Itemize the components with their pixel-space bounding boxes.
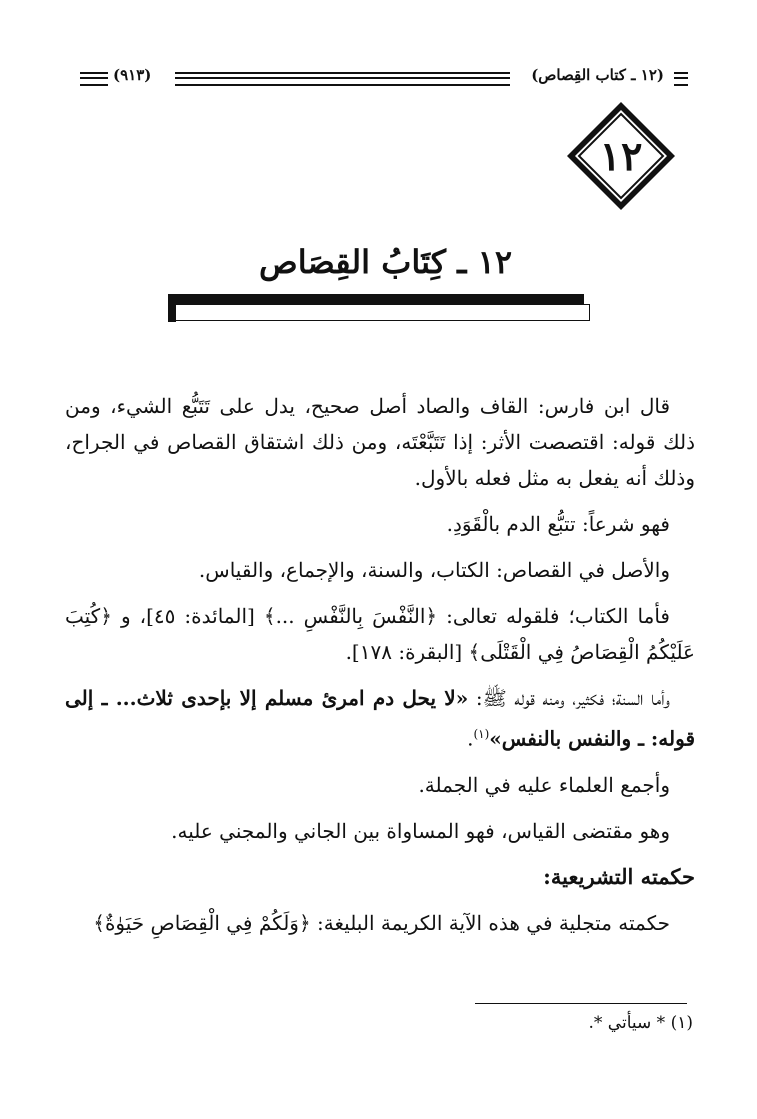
header-rule (175, 72, 510, 86)
text-run: . (467, 726, 474, 751)
paragraph-sharia-definition: فهو شرعاً: تتبُّع الدم بالْقَوَدِ. (446, 512, 670, 536)
quran-verse: ﴿كُتِبَ عَلَيْكُمُ الْقِصَاصُ فِي الْقَتْلَى﴾ (65, 604, 695, 664)
text-run: [المائدة: ٤٥]، و (111, 604, 264, 628)
paragraph-definition: قال ابن فارس: القاف والصاد أصل صحيح، يدل على تَتَبُّع الشيء، ومن ذلك قوله: اقتصصت الأثر: إذا تَتَبَّعْتَه، ومن ذلك اشتقاق القصاص في الجراح، وذلك أنه يفعل به مثل فعله بالأول. (65, 394, 695, 490)
footnote-marker: (١) (670, 1013, 693, 1033)
running-header (80, 66, 688, 90)
paragraph-sources: والأصل في القصاص: الكتاب، والسنة، والإجماع، والقياس. (198, 558, 670, 582)
title-underline-frame (175, 304, 590, 321)
paragraph-consensus: وأجمع العلماء عليه في الجملة. (418, 772, 670, 797)
page-number: (٩١٣) (113, 66, 152, 84)
hadith-quote: «لا يحل دم امرئ مسلم إلا بإحدى ثلاث... ـ إلى قوله: ـ والنفس بالنفس» (65, 686, 695, 751)
paragraph-quran-evidence (65, 598, 695, 670)
running-title: (١٢ ـ كتاب القِصاص) (531, 66, 664, 84)
paragraph-analogy: وهو مقتضى القياس، فهو المساواة بين الجاني والمجني عليه. (171, 818, 670, 843)
header-ornament-left (80, 72, 108, 86)
paragraph-wisdom (65, 905, 695, 941)
body-text (65, 388, 695, 951)
paragraph-sunnah-evidence (65, 680, 695, 757)
text-run: [البقرة: ١٧٨]. (345, 640, 469, 664)
footnote-separator (475, 1003, 687, 1004)
section-heading: حكمته التشريعية: (543, 863, 695, 889)
footnote-reference: (١) (473, 727, 490, 741)
chapter-number: ١٢ (599, 132, 643, 180)
footnote (589, 1013, 694, 1033)
header-ornament-right (674, 72, 688, 86)
chapter-title: ١٢ ـ كِتَابُ القِصَاص (259, 243, 512, 281)
text-run: فأما الكتاب؛ فلقوله تعالى: (437, 604, 670, 628)
text-run: وأما السنة؛ فكثير، ومنه قوله ﷺ: (468, 686, 670, 710)
quran-verse: ﴿وَلَكُمْ فِي الْقِصَاصِ حَيَوٰةٌ﴾ (93, 910, 311, 935)
chapter-number-diamond (565, 100, 677, 212)
quran-verse: ﴿النَّفْسَ بِالنَّفْسِ ...﴾ (263, 604, 438, 628)
text-run: حكمته متجلية في هذه الآية الكريمة البليغة: (310, 910, 670, 935)
footnote-text: * سيأتي *. (588, 1013, 666, 1033)
